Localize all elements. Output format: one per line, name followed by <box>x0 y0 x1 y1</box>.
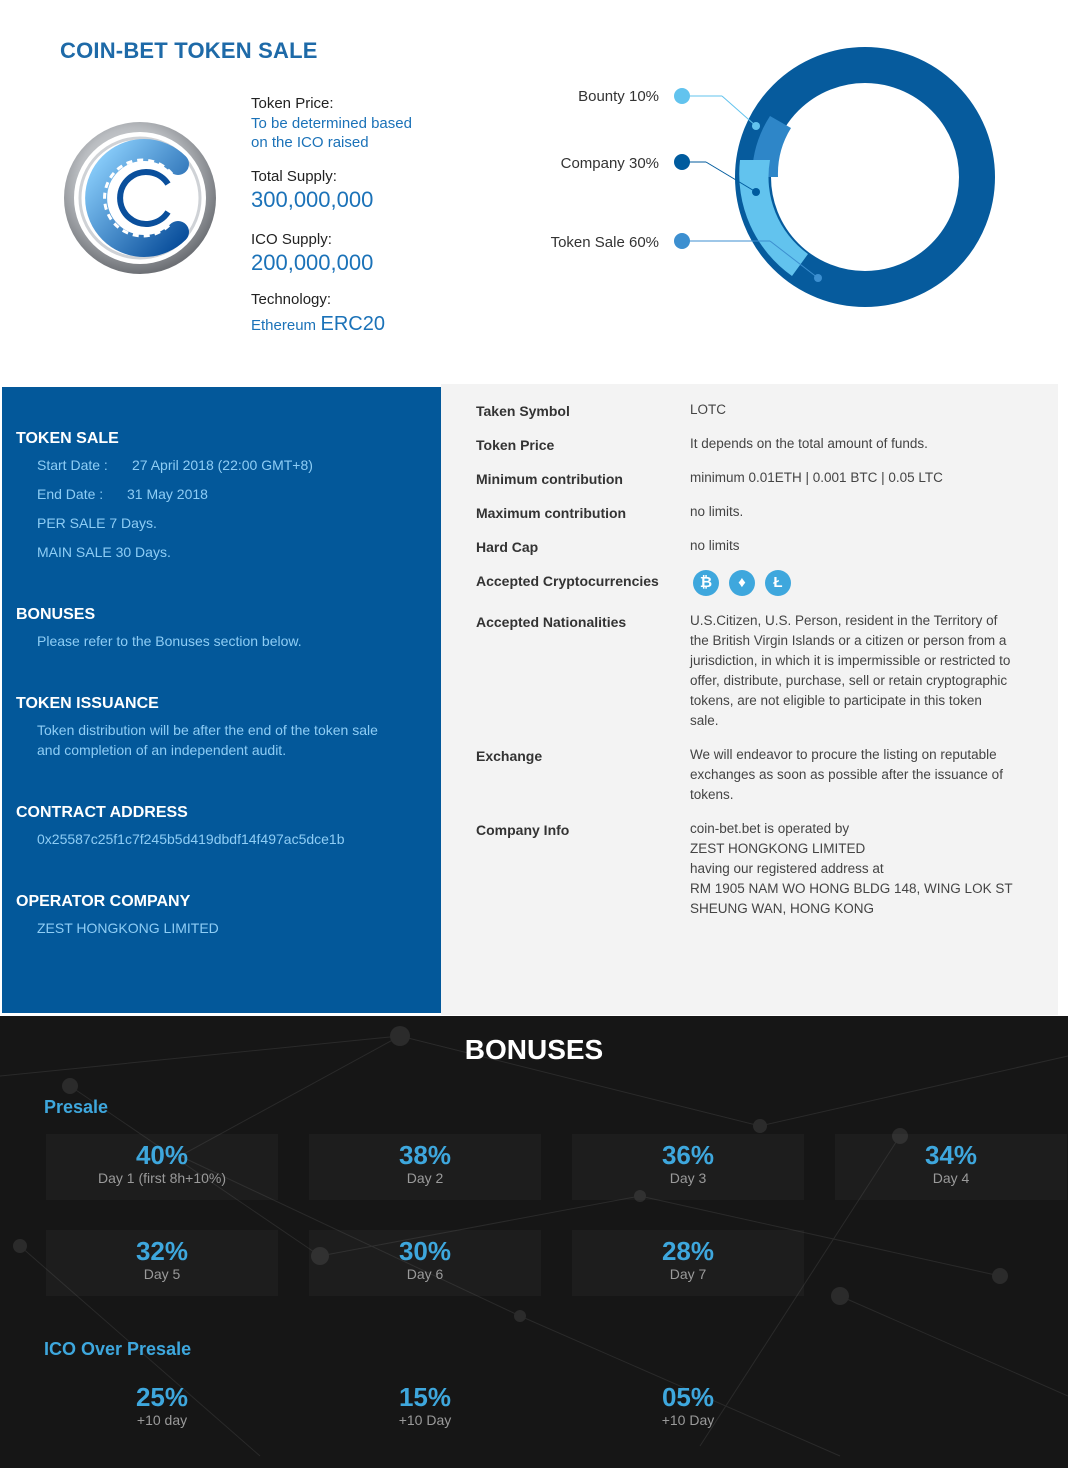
bonus-day: Day 4 <box>932 1170 970 1186</box>
token-price-label: Token Price: <box>251 95 334 112</box>
company-info-value <box>690 819 1050 919</box>
legend-label-bounty: Bounty 10% <box>578 88 659 105</box>
total-supply-label: Total Supply: <box>251 168 337 185</box>
company-line: SHEUNG WAN, HONG KONG <box>690 901 875 916</box>
token-symbol-label: Taken Symbol <box>476 403 570 419</box>
bonus-card <box>309 1376 541 1442</box>
bonus-percent: 28% <box>661 1236 715 1266</box>
legend-label-company: Company 30% <box>560 155 659 172</box>
contract-address-heading: CONTRACT ADDRESS <box>16 804 188 821</box>
ring-dot-bounty <box>752 122 760 130</box>
bonus-card <box>46 1134 278 1200</box>
total-supply-value: 300,000,000 <box>251 187 374 212</box>
bonus-percent: 15% <box>398 1382 452 1412</box>
nationalities-line: tokens, are not eligible to participate in this token <box>690 693 982 708</box>
token-issuance-line2: and completion of an independent audit. <box>37 742 287 758</box>
ico-supply-value: 200,000,000 <box>251 250 374 275</box>
bonus-day: Day 5 <box>143 1266 181 1282</box>
bitcoin-icon: ₿ <box>693 570 719 596</box>
bonus-percent: 30% <box>398 1236 452 1266</box>
technology-label: Technology: <box>251 291 332 308</box>
legend-label-token-sale: Token Sale 60% <box>550 234 659 251</box>
end-date-value: 31 May 2018 <box>127 486 208 502</box>
accepted-nationalities-value <box>690 611 1050 731</box>
distribution-donut-chart <box>660 40 1020 330</box>
nationalities-line: sale. <box>690 713 719 728</box>
token-price-detail-value: It depends on the total amount of funds. <box>690 436 928 451</box>
presale-title: Presale <box>44 1097 109 1117</box>
coin-bet-logo <box>60 120 220 276</box>
hard-cap-value: no limits <box>690 538 740 553</box>
leader-line-bounty-diag <box>722 96 756 126</box>
bonus-day: +10 day <box>136 1412 188 1428</box>
min-contribution-value: minimum 0.01ETH | 0.001 BTC | 0.05 LTC <box>690 470 943 485</box>
contract-address-value[interactable]: 0x25587c25f1c7f245b5d419dbdf14f497ac5dce1b <box>37 831 345 847</box>
token-price-detail-label: Token Price <box>476 437 555 453</box>
company-line: ZEST HONGKONG LIMITED <box>690 841 866 856</box>
start-date-label: Start Date : <box>37 457 108 473</box>
technology-standard: ERC20 <box>320 313 385 335</box>
nationalities-line: jurisdiction, in which it is impermissible or restricted to <box>690 653 1011 668</box>
accepted-nationalities-label: Accepted Nationalities <box>476 614 627 630</box>
bonus-card <box>309 1134 541 1200</box>
token-issuance-line1: Token distribution will be after the end of the token sale <box>37 722 378 738</box>
bonus-card <box>309 1230 541 1296</box>
bonus-day: Day 2 <box>406 1170 444 1186</box>
per-sale-text: PER SALE 7 Days. <box>37 515 157 531</box>
max-contribution-label: Maximum contribution <box>476 505 627 521</box>
bonus-day: Day 1 (first 8h+10%) <box>98 1170 226 1186</box>
main-sale-text: MAIN SALE 30 Days. <box>37 544 171 560</box>
bonuses-text: Please refer to the Bonuses section below. <box>37 633 302 649</box>
bonuses-heading: BONUSES <box>16 606 96 623</box>
bonus-percent: 34% <box>924 1140 978 1170</box>
bonus-card <box>46 1230 278 1296</box>
technology-platform: Ethereum <box>251 317 317 334</box>
nationalities-line: the British Virgin Islands or a citizen or person from a <box>690 633 1007 648</box>
bonus-percent: 05% <box>661 1382 715 1412</box>
ico-over-presale-title: ICO Over Presale <box>44 1339 192 1359</box>
bonus-percent: 40% <box>135 1140 189 1170</box>
bonus-card <box>572 1376 804 1442</box>
accepted-crypto-label: Accepted Cryptocurrencies <box>476 573 659 589</box>
bonus-day: +10 Day <box>661 1412 715 1428</box>
bonus-card <box>572 1230 804 1296</box>
nationalities-line: offer, distribute, purchase, sell or retain cryptographic <box>690 673 1008 688</box>
bonuses-section <box>0 1016 1068 1468</box>
exchange-line: We will endeavor to procure the listing on reputable <box>690 747 997 762</box>
company-line: having our registered address at <box>690 861 884 876</box>
ring-dot-token-sale <box>814 274 822 282</box>
max-contribution-value: no limits. <box>690 504 744 519</box>
min-contribution-label: Minimum contribution <box>476 471 623 487</box>
token-sale-heading: TOKEN SALE <box>16 430 119 447</box>
litecoin-icon: Ł <box>765 570 791 596</box>
bonus-percent: 36% <box>661 1140 715 1170</box>
hard-cap-label: Hard Cap <box>476 539 539 555</box>
start-date-value: 27 April 2018 (22:00 GMT+8) <box>132 457 313 473</box>
operator-company-heading: OPERATOR COMPANY <box>16 893 191 910</box>
bonus-percent: 32% <box>135 1236 189 1266</box>
token-symbol-value: LOTC <box>690 402 727 417</box>
exchange-line: exchanges as soon as possible after the issuance of <box>690 767 1003 782</box>
company-line: coin-bet.bet is operated by <box>690 821 850 836</box>
operator-company-value: ZEST HONGKONG LIMITED <box>37 920 219 936</box>
ring-dot-company <box>752 188 760 196</box>
legend-dot-bounty <box>674 88 690 104</box>
bonus-day: Day 7 <box>669 1266 707 1282</box>
company-info-label: Company Info <box>476 822 570 838</box>
ethereum-icon: ♦ <box>729 570 755 596</box>
ico-supply-label: ICO Supply: <box>251 231 332 248</box>
end-date-label: End Date : <box>37 486 104 502</box>
exchange-line: tokens. <box>690 787 734 802</box>
token-price-value-line1: To be determined based <box>251 115 412 132</box>
bonus-percent: 38% <box>398 1140 452 1170</box>
bonus-day: Day 6 <box>406 1266 444 1282</box>
legend-dot-token-sale <box>674 233 690 249</box>
bonus-card <box>835 1134 1067 1200</box>
donut-ring-bounty <box>739 160 808 276</box>
company-line: RM 1905 NAM WO HONG BLDG 148, WING LOK ST <box>690 881 1013 896</box>
bonus-card <box>46 1376 278 1442</box>
bonus-day: Day 3 <box>669 1170 707 1186</box>
bonus-percent: 25% <box>135 1382 189 1412</box>
token-price-value-line2: on the ICO raised <box>251 134 369 151</box>
technology-value <box>251 313 385 336</box>
exchange-label: Exchange <box>476 748 543 764</box>
bonuses-title: BONUSES <box>464 1034 604 1065</box>
page-title: COIN-BET TOKEN SALE <box>60 38 318 63</box>
bonus-day: +10 Day <box>398 1412 452 1428</box>
nationalities-line: U.S.Citizen, U.S. Person, resident in the Territory of <box>690 613 998 628</box>
legend-dot-company <box>674 154 690 170</box>
token-issuance-heading: TOKEN ISSUANCE <box>16 695 159 712</box>
exchange-value <box>690 745 1050 805</box>
bonus-card <box>572 1134 804 1200</box>
